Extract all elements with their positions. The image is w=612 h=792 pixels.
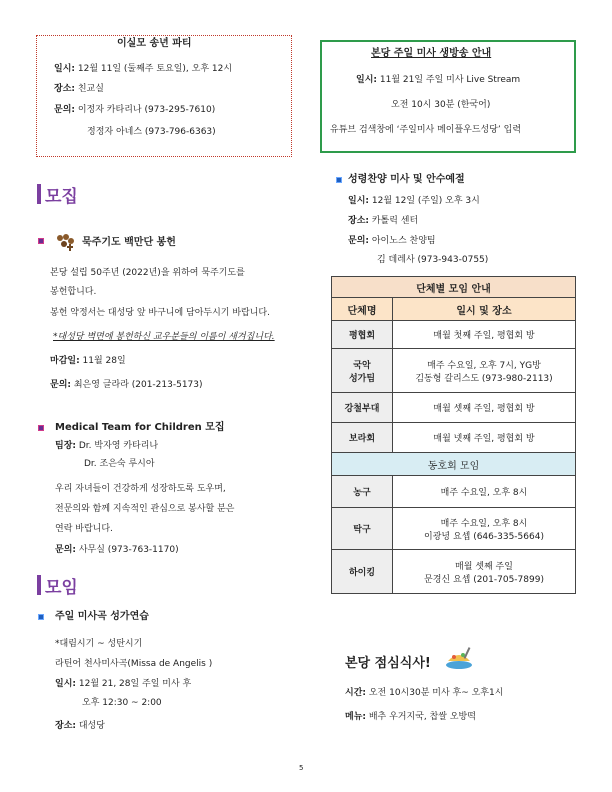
choir-title: 주일 미사곡 성가연습 [55,611,149,622]
groups-table-title: 단체별 모임 안내 [332,277,576,298]
medical-leader: 팀장: Dr. 박자영 카타리나 [55,441,159,451]
concert-title: 성령찬양 미사 및 안수예절 [348,174,465,185]
bullet-icon [336,177,342,183]
col-header-info: 일시 및 장소 [393,298,576,321]
medical-line-1: 우리 자녀들이 건강하게 성장하도록 도우며, [55,484,226,494]
rosary-contact: 문의: 최은영 글라라 (201-213-5173) [50,380,203,390]
rosary-line-2: 봉헌합니다. [50,287,97,297]
rosary-deadline: 마감일: 11월 28일 [50,356,126,366]
party-contact-2: 정정자 아네스 (973-796-6363) [87,127,216,137]
bullet-icon [38,238,44,244]
bullet-icon [38,614,44,620]
bullet-icon [38,425,44,431]
table-row: 강철부대 매월 셋째 주일, 평협회 방 [332,393,576,423]
livestream-youtube: 유튜브 검색창에 ‘주일미사 메이플우드성당’ 입력 [330,125,522,135]
medical-title: Medical Team for Children 모집 [55,422,225,433]
concert-contact: 문의: 아이노스 찬양팀 [348,236,436,246]
livestream-title: 본당 주일 미사 생방송 안내 [371,48,492,59]
food-icon [444,645,474,671]
meeting-section-bar [37,575,41,595]
table-row: 보라회 매월 넷째 주일, 평협회 방 [332,423,576,453]
medical-line-3: 연락 바랍니다. [55,524,113,534]
party-notice-box [36,35,292,157]
table-row: 평협회 매월 첫째 주일, 평협회 방 [332,321,576,349]
lunch-time: 시간: 오전 10시30분 미사 후~ 오후1시 [345,688,504,698]
groups-table [331,276,576,594]
party-date: 일시: 12월 11일 (둘째주 토요일), 오후 12시 [54,64,233,74]
party-contact: 문의: 이정자 카타리나 (973-295-7610) [54,105,216,115]
concert-date: 일시: 12월 12일 (주일) 오후 3시 [348,196,480,206]
medical-line-2: 전문의와 함께 지속적인 관심으로 봉사할 분은 [55,504,235,514]
table-row: 국악 성가팀 매주 수요일, 오후 7시, YG방 김동형 갈리스도 (973-980-2113) [332,349,576,393]
table-row: 탁구 매주 수요일, 오후 8시 이광녕 요셉 (646-335-5664) [332,508,576,550]
lunch-menu: 메뉴: 배추 우거지국, 찹쌀 오방떡 [345,712,476,722]
rosary-line-1: 본당 설립 50주년 (2022년)을 위하여 묵주기도를 [50,268,245,278]
party-title: 이실모 송년 파티 [117,38,192,49]
medical-contact: 문의: 사무실 (973-763-1170) [55,545,179,555]
rosary-note: *대성당 벽면에 봉헌하신 교우분들의 이름이 새겨집니다. [53,332,275,342]
page-number: 5 [299,764,304,772]
choir-date: 일시: 12월 21, 28일 주일 미사 후 [55,679,192,689]
rosary-title: 묵주기도 백만단 봉헌 [82,237,176,248]
rosary-line-3: 봉헌 약정서는 대성당 앞 바구니에 담아두시기 바랍니다. [50,308,270,318]
col-header-name: 단체명 [332,298,393,321]
table-row: 농구 매주 수요일, 오후 8시 [332,476,576,508]
recruit-section-bar [37,184,41,204]
medical-leader-2: Dr. 조은숙 루시아 [84,459,155,469]
choir-time: 오후 12:30 ~ 2:00 [82,698,162,708]
choir-place: 장소: 대성당 [55,721,105,731]
livestream-time: 오전 10시 30분 (한국어) [391,100,491,110]
rosary-icon [55,233,77,251]
choir-line-1: *대림시기 ~ 성탄시기 [55,639,143,649]
concert-place: 장소: 카톨릭 센터 [348,216,419,226]
meeting-section-title: 모임 [45,578,78,598]
livestream-date: 일시: 11월 21일 주일 미사 Live Stream [356,75,521,85]
party-place: 장소: 친교실 [54,84,104,94]
choir-line-2: 라틴어 천사미사곡(Missa de Angelis ) [55,659,213,669]
club-table-title: 동호회 모임 [332,453,576,476]
table-row: 하이킹 매월 셋째 주일 문경신 요셉 (201-705-7899) [332,550,576,594]
concert-contact-2: 김 데레사 (973-943-0755) [377,255,489,265]
recruit-section-title: 모집 [45,187,78,207]
lunch-title: 본당 점심식사! [345,656,431,671]
